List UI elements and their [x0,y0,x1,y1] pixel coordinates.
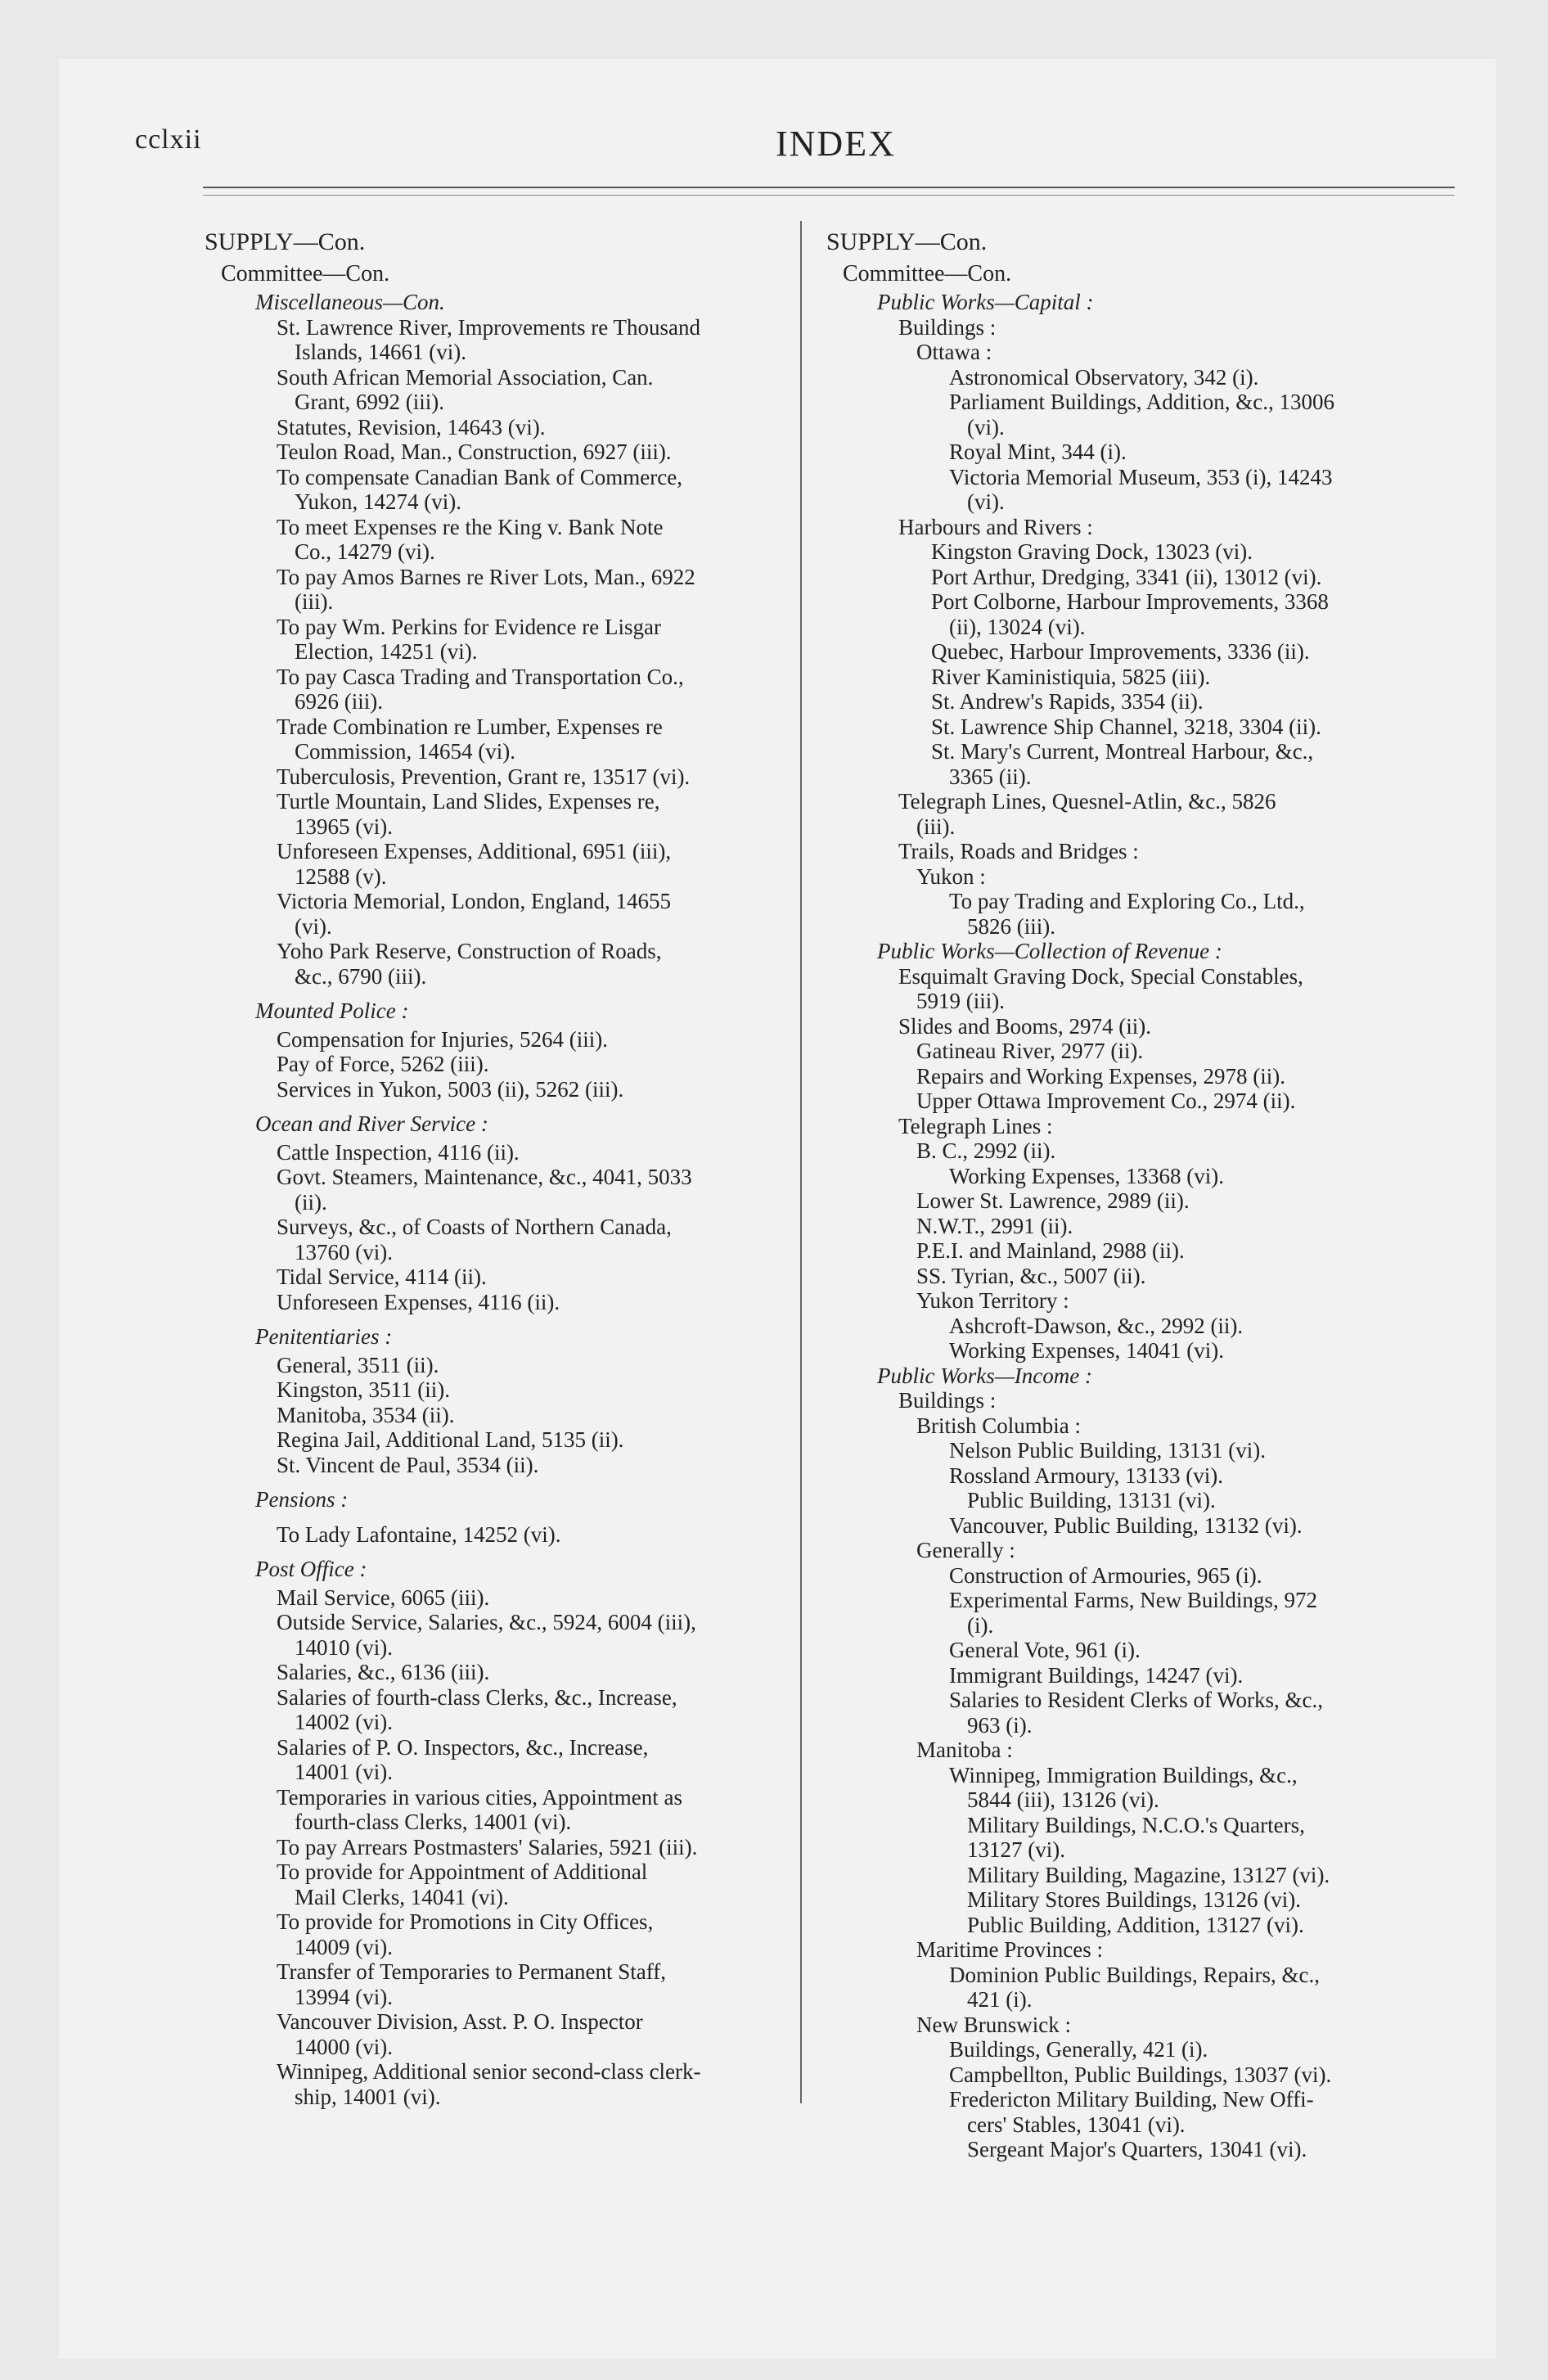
index-entry-line: Parliament Buildings, Addition, &c., 13006 [949,390,1334,414]
index-entry-line: Election, 14251 (vi). [295,639,478,664]
index-entry-line: To pay Casca Trading and Transportation Co., [277,664,684,689]
index-entry-line: Buildings, Generally, 421 (i). [949,2037,1208,2062]
index-entry-line: Rossland Armoury, 13133 (vi). [949,1463,1223,1488]
index-entry-line: Trails, Roads and Bridges : [898,839,1139,863]
index-entry-line: Salaries to Resident Clerks of Works, &c., [949,1688,1324,1712]
index-entry-line: ship, 14001 (vi). [295,2084,441,2109]
index-entry-line: Committee—Con. [843,261,1012,286]
index-entry-line: British Columbia : [916,1413,1082,1438]
index-entry-line: 6926 (iii). [295,689,383,714]
index-entry-line: To Lady Lafontaine, 14252 (vi). [277,1521,561,1547]
index-entry-line: fourth-class Clerks, 14001 (vi). [295,1810,572,1834]
index-entry-line: Unforeseen Expenses, Additional, 6951 (iii), [277,839,672,863]
header-rule-thin [203,195,1455,196]
index-entry-line: Lower St. Lawrence, 2989 (ii). [916,1188,1190,1213]
index-entry-line: Teulon Road, Man., Construction, 6927 (iii). [277,439,672,464]
index-entry-line: River Kaministiquia, 5825 (iii). [931,664,1211,689]
index-entry-line: Public Works—Income : [877,1363,1092,1388]
index-entry-line: Esquimalt Graving Dock, Special Constables, [898,963,1303,989]
index-entry-line: Yukon, 14274 (vi). [295,489,461,514]
index-entry-line: Commission, 14654 (vi). [295,739,516,764]
index-entry-line: St. Mary's Current, Montreal Harbour, &c., [931,739,1314,764]
index-entry-line: Vancouver, Public Building, 13132 (vi). [949,1512,1303,1538]
index-entry-line: To provide for Promotions in City Offices, [277,1909,654,1934]
index-entry-line: Pensions : [255,1487,349,1512]
index-entry-line: Yoho Park Reserve, Construction of Roads, [277,939,662,963]
index-entry-line: Unforeseen Expenses, 4116 (ii). [277,1289,560,1314]
index-entry-line: Port Colborne, Harbour Improvements, 3368 [931,589,1329,614]
index-entry-line: St. Lawrence River, Improvements re Thousand [277,314,701,340]
index-entry-line: 14000 (vi). [295,2034,393,2059]
index-entry-line: 963 (i). [967,1712,1033,1738]
index-entry-line: Kingston, 3511 (ii). [277,1377,450,1402]
index-entry-line: N.W.T., 2991 (ii). [916,1213,1073,1238]
index-entry-line: Military Building, Magazine, 13127 (vi). [967,1862,1330,1887]
index-entry-line: Grant, 6992 (iii). [295,390,444,414]
index-entry-line: To pay Arrears Postmasters' Salaries, 5921 (iii). [277,1834,698,1859]
index-entry-line: 3365 (ii). [949,764,1032,789]
index-column-left [205,226,810,2109]
index-entry-line: St. Lawrence Ship Channel, 3218, 3304 (ii). [931,714,1321,739]
index-entry-line: Winnipeg, Additional senior second-class clerk- [277,2059,701,2084]
index-entry-line: Public Building, 13131 (vi). [967,1488,1216,1512]
index-entry-line: Maritime Provinces : [916,1937,1103,1962]
index-entry-line: 13760 (vi). [295,1239,393,1264]
index-entry-line: Telegraph Lines, Quesnel-Atlin, &c., 5826 [898,789,1276,814]
index-entry-line: Public Building, Addition, 13127 (vi). [967,1912,1304,1937]
index-entry-line: B. C., 2992 (ii). [916,1138,1056,1163]
index-entry-line: Public Works—Capital : [877,290,1094,314]
index-entry-line: Experimental Farms, New Buildings, 972 [949,1588,1317,1612]
index-entry-line: (iii). [916,814,956,839]
index-entry-line: Working Expenses, 14041 (vi). [949,1338,1225,1363]
index-entry-line: Astronomical Observatory, 342 (i). [949,364,1259,390]
index-entry-line: Generally : [916,1538,1015,1562]
index-entry-line: Govt. Steamers, Maintenance, &c., 4041, 5033 [277,1165,692,1189]
header-rule [203,187,1455,188]
index-entry-line: Nelson Public Building, 13131 (vi). [949,1438,1266,1463]
index-entry-line: 14009 (vi). [295,1934,393,1959]
page-number: cclxii [135,124,202,155]
index-entry-line: To meet Expenses re the King v. Bank Note [277,514,664,539]
index-entry-line: (vi). [967,489,1005,514]
index-entry-line: Regina Jail, Additional Land, 5135 (ii). [277,1427,624,1452]
index-entry-line: (i). [967,1612,994,1638]
index-entry-line: Committee—Con. [221,261,390,286]
index-entry-line: General, 3511 (ii). [277,1352,439,1377]
index-entry-line: (ii), 13024 (vi). [949,614,1086,639]
index-entry-line: 13127 (vi). [967,1837,1065,1862]
index-entry-line: Mounted Police : [255,998,409,1023]
index-entry-line: 13965 (vi). [295,814,393,839]
index-entry-line: Miscellaneous—Con. [255,290,445,314]
index-entry-line: Yukon Territory : [916,1288,1069,1313]
index-entry-line: Harbours and Rivers : [898,514,1093,539]
index-entry-line: Tuberculosis, Prevention, Grant re, 13517 (vi). [277,764,691,789]
index-entry-line: Construction of Armouries, 965 (i). [949,1562,1262,1588]
index-entry-line: Fredericton Military Building, New Offi- [949,2087,1314,2112]
index-entry-line: Working Expenses, 13368 (vi). [949,1163,1225,1188]
index-entry-line: Sergeant Major's Quarters, 13041 (vi). [967,2137,1307,2161]
index-entry-line: Victoria Memorial Museum, 353 (i), 14243 [949,464,1333,489]
index-entry-line: &c., 6790 (iii). [295,963,427,989]
index-entry-line: 14002 (vi). [295,1710,393,1734]
index-entry-line: Mail Clerks, 14041 (vi). [295,1884,509,1909]
index-entry-line: To compensate Canadian Bank of Commerce, [277,464,682,489]
index-entry-line: Turtle Mountain, Land Slides, Expenses re, [277,789,660,814]
index-entry-line: General Vote, 961 (i). [949,1638,1141,1662]
index-entry-line: P.E.I. and Mainland, 2988 (ii). [916,1238,1185,1263]
index-entry-line: SUPPLY—Con. [205,228,366,255]
index-entry-line: Pay of Force, 5262 (iii). [277,1052,489,1076]
index-entry-line: Repairs and Working Expenses, 2978 (ii). [916,1063,1285,1089]
index-entry-line: Salaries of P. O. Inspectors, &c., Increase, [277,1734,649,1760]
index-entry-line: (iii). [295,589,334,614]
index-entry-line: Penitentiaries : [255,1324,393,1349]
index-entry-line: Ottawa : [916,340,992,364]
index-entry-line: Temporaries in various cities, Appointment as [277,1784,683,1810]
index-entry-line: Transfer of Temporaries to Permanent Staff, [277,1959,667,1984]
index-entry-line: SS. Tyrian, &c., 5007 (ii). [916,1263,1146,1288]
index-entry-line: (ii). [295,1189,327,1215]
index-entry-line: (vi). [967,414,1005,439]
index-entry-line: Compensation for Injuries, 5264 (iii). [277,1026,608,1052]
index-entry-line: 13994 (vi). [295,1984,393,2009]
index-entry-line: Manitoba : [916,1738,1013,1762]
index-entry-line: Upper Ottawa Improvement Co., 2974 (ii). [916,1089,1296,1113]
index-entry-line: Surveys, &c., of Coasts of Northern Canada, [277,1215,672,1239]
index-entry-line: St. Vincent de Paul, 3534 (ii). [277,1452,539,1477]
index-entry-line: Islands, 14661 (vi). [295,340,466,364]
index-entry-line: Co., 14279 (vi). [295,539,435,564]
index-entry-line: Manitoba, 3534 (ii). [277,1402,455,1427]
index-entry-line: 5844 (iii), 13126 (vi). [967,1787,1159,1812]
index-entry-line: Slides and Booms, 2974 (ii). [898,1013,1151,1039]
page-title: INDEX [776,124,896,164]
index-entry-line: Quebec, Harbour Improvements, 3336 (ii). [931,639,1310,664]
index-entry-line: 5826 (iii). [967,913,1055,939]
index-entry-line: Ashcroft-Dawson, &c., 2992 (ii). [949,1313,1244,1338]
index-entry-line: Salaries of fourth-class Clerks, &c., Increase, [277,1684,677,1710]
index-entry-line: Telegraph Lines : [898,1113,1053,1138]
index-entry-line: Services in Yukon, 5003 (ii), 5262 (iii). [277,1076,624,1102]
index-entry-line: South African Memorial Association, Can. [277,364,654,390]
index-entry-line: Dominion Public Buildings, Repairs, &c., [949,1962,1320,1987]
index-entry-line: Buildings : [898,1388,997,1413]
index-entry-line: To pay Wm. Perkins for Evidence re Lisgar [277,614,661,639]
index-entry-line: Trade Combination re Lumber, Expenses re [277,714,663,739]
index-entry-line: Buildings : [898,314,997,340]
index-entry-line: To pay Trading and Exploring Co., Ltd., [949,889,1305,913]
index-entry-line: Royal Mint, 344 (i). [949,439,1127,464]
index-entry-line: (vi). [295,913,332,939]
index-entry-line: 421 (i). [967,1987,1033,2012]
index-entry-line: St. Andrew's Rapids, 3354 (ii). [931,689,1204,714]
index-entry-line: Statutes, Revision, 14643 (vi). [277,414,546,439]
index-entry-line: To provide for Appointment of Additional [277,1859,648,1884]
index-entry-line: Kingston Graving Dock, 13023 (vi). [931,539,1253,564]
index-entry-line: Gatineau River, 2977 (ii). [916,1039,1144,1063]
index-entry-line: Winnipeg, Immigration Buildings, &c., [949,1762,1298,1787]
index-entry-line: 14001 (vi). [295,1760,393,1784]
index-entry-line: Ocean and River Service : [255,1111,488,1136]
index-entry-line: 12588 (v). [295,863,387,889]
index-entry-line: 5919 (iii). [916,989,1005,1013]
index-entry-line: cers' Stables, 13041 (vi). [967,2112,1186,2137]
index-entry-line: Military Buildings, N.C.O.'s Quarters, [967,1812,1305,1837]
index-entry-line: 14010 (vi). [295,1634,393,1660]
index-entry-line: Military Stores Buildings, 13126 (vi). [967,1887,1301,1912]
index-entry-line: Outside Service, Salaries, &c., 5924, 6004 (iii), [277,1610,696,1634]
index-entry-line: SUPPLY—Con. [826,228,988,255]
index-column-right [826,226,1466,2162]
index-entry-line: Immigrant Buildings, 14247 (vi). [949,1662,1244,1688]
index-entry-line: Salaries, &c., 6136 (iii). [277,1660,490,1684]
index-entry-line: Post Office : [255,1557,367,1581]
index-entry-line: Yukon : [916,863,986,889]
index-entry-line: Cattle Inspection, 4116 (ii). [277,1139,520,1165]
index-entry-line: Victoria Memorial, London, England, 14655 [277,889,672,913]
index-entry-line: Port Arthur, Dredging, 3341 (ii), 13012 (vi). [931,564,1322,589]
index-entry-line: Mail Service, 6065 (iii). [277,1584,490,1610]
index-entry-line: Public Works—Collection of Revenue : [877,939,1222,963]
index-entry-line: New Brunswick : [916,2012,1071,2037]
index-entry-line: Tidal Service, 4114 (ii). [277,1264,487,1289]
index-entry-line: To pay Amos Barnes re River Lots, Man., 6922 [277,564,695,589]
index-entry-line: Vancouver Division, Asst. P. O. Inspector [277,2009,643,2034]
index-entry-line: Campbellton, Public Buildings, 13037 (vi). [949,2062,1332,2087]
